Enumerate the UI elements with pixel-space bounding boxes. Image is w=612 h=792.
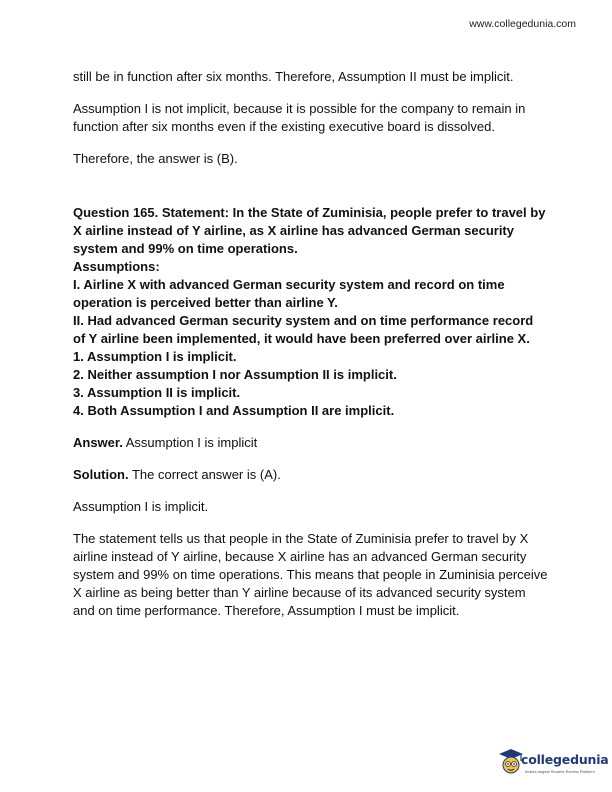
assumption-2: II. Had advanced German security system and on time performance record of Y airline been implemented, it would have been preferred over airline X. — [73, 313, 534, 346]
solution-line-2: Assumption I is implicit. — [73, 499, 209, 514]
logo-name: collegedunia — [521, 752, 609, 767]
prev-paragraph-1: still be in function after six months. Therefore, Assumption II must be implicit. — [73, 69, 514, 84]
logo-tagline: India's largest Student Review Platform — [525, 769, 595, 774]
answer-text: Assumption I is implicit — [122, 435, 258, 450]
prev-paragraph-2: Assumption I is not implicit, because it is possible for the company to remain in function after six months even if the existing executive board is dissolved. — [73, 101, 526, 134]
solution-explanation: The statement tells us that people in the State of Zuminisia prefer to travel by X airline instead of Y airline, because X airline has an advanced German security system and 99% on time operations. This means that people in Zuminisia perceive X airline as being better than Y airline because of its advanced security system and on time performance. Therefore, Assumption I must be implicit. — [73, 531, 548, 618]
option-2: 2. Neither assumption I nor Assumption II is implicit. — [73, 367, 397, 382]
option-3: 3. Assumption II is implicit. — [73, 385, 241, 400]
assumptions-heading: Assumptions: — [73, 259, 160, 274]
answer-line — [73, 434, 548, 452]
solution-text: The correct answer is (A). — [128, 467, 281, 482]
question-statement: Question 165. Statement: In the State of Zuminisia, people prefer to travel by X airline instead of Y airline, as X airline has advanced German security system and 99% on time operations. — [73, 205, 546, 256]
header-url: www.collegedunia.com — [469, 18, 576, 30]
option-4: 4. Both Assumption I and Assumption II are implicit. — [73, 403, 395, 418]
option-1: 1. Assumption I is implicit. — [73, 349, 237, 364]
document-body — [73, 68, 548, 620]
solution-label: Solution. — [73, 467, 129, 482]
prev-answer-line: Therefore, the answer is (B). — [73, 151, 238, 166]
assumption-1: I. Airline X with advanced German security system and record on time operation is perceived better than airline Y. — [73, 277, 505, 310]
collegedunia-logo — [497, 747, 609, 781]
answer-label: Answer. — [73, 435, 123, 450]
solution-line — [73, 466, 548, 484]
